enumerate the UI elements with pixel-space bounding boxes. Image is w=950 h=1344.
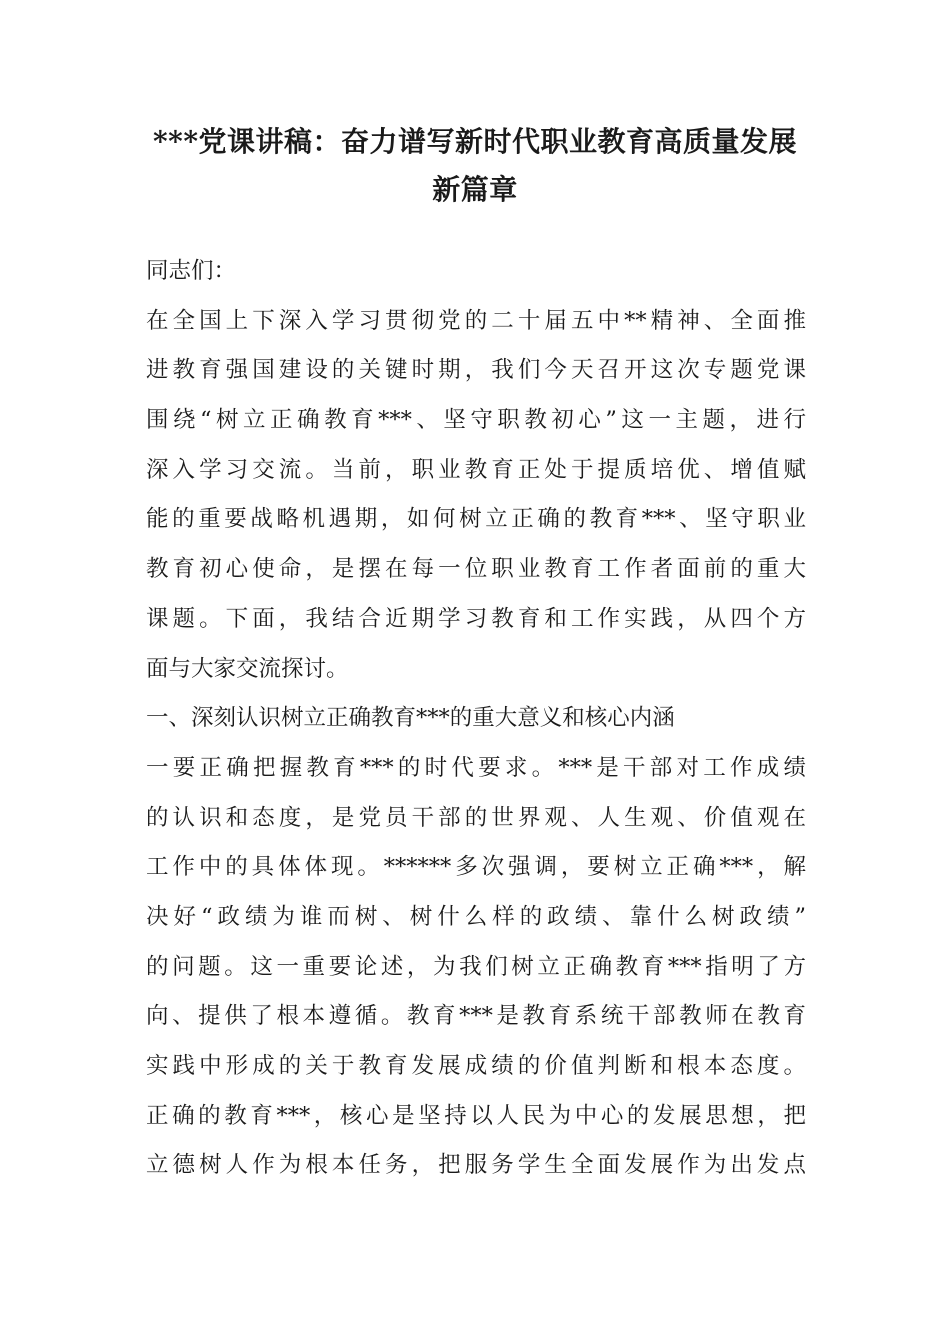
title-line: 新篇章 bbox=[432, 173, 518, 206]
paragraph-line: 面与大家交流探讨。 bbox=[146, 655, 349, 682]
paragraph-line: 深入学习交流。当前，职业教育正处于提质培优、增值赋 bbox=[146, 456, 806, 483]
paragraph-line: 一要正确把握教育***的时代要求。***是干部对工作成绩 bbox=[146, 754, 806, 781]
paragraph-line: 工作中的具体体现。******多次强调，要树立正确***，解 bbox=[146, 854, 806, 881]
paragraph-line: 的认识和态度，是党员干部的世界观、人生观、价值观在 bbox=[146, 804, 806, 831]
paragraph-line: 正确的教育***，核心是坚持以人民为中心的发展思想，把 bbox=[146, 1102, 806, 1129]
paragraph-line: 在全国上下深入学习贯彻党的二十届五中**精神、全面推 bbox=[146, 307, 806, 334]
paragraph-line: 围绕“树立正确教育***、坚守职教初心”这一主题，进行 bbox=[146, 407, 806, 434]
paragraph-line: 教育初心使命，是摆在每一位职业教育工作者面前的重大 bbox=[146, 556, 806, 583]
paragraph-line: 进教育强国建设的关键时期，我们今天召开这次专题党课 bbox=[146, 357, 806, 384]
paragraph-line: 的问题。这一重要论述，为我们树立正确教育***指明了方 bbox=[146, 953, 806, 980]
paragraph-line: 决好“政绩为谁而树、树什么样的政绩、靠什么树政绩” bbox=[146, 903, 806, 930]
paragraph-line: 立德树人作为根本任务，把服务学生全面发展作为出发点 bbox=[146, 1152, 806, 1179]
paragraph-line: 能的重要战略机遇期，如何树立正确的教育***、坚守职业 bbox=[146, 506, 806, 533]
salutation: 同志们： bbox=[146, 258, 237, 284]
title-line: ***党课讲稿：奋力谱写新时代职业教育高质量发展 bbox=[153, 125, 797, 158]
paragraph-line: 实践中形成的关于教育发展成绩的价值判断和根本态度。 bbox=[146, 1053, 806, 1079]
document-body bbox=[146, 247, 806, 1191]
paragraph-line: 课题。下面，我结合近期学习教育和工作实践，从四个方 bbox=[146, 605, 806, 632]
section-heading: 一、深刻认识树立正确教育***的重大意义和核心内涵 bbox=[146, 705, 675, 732]
document-title bbox=[120, 118, 830, 214]
paragraph-line: 向、提供了根本遵循。教育***是教育系统干部教师在教育 bbox=[146, 1003, 806, 1030]
